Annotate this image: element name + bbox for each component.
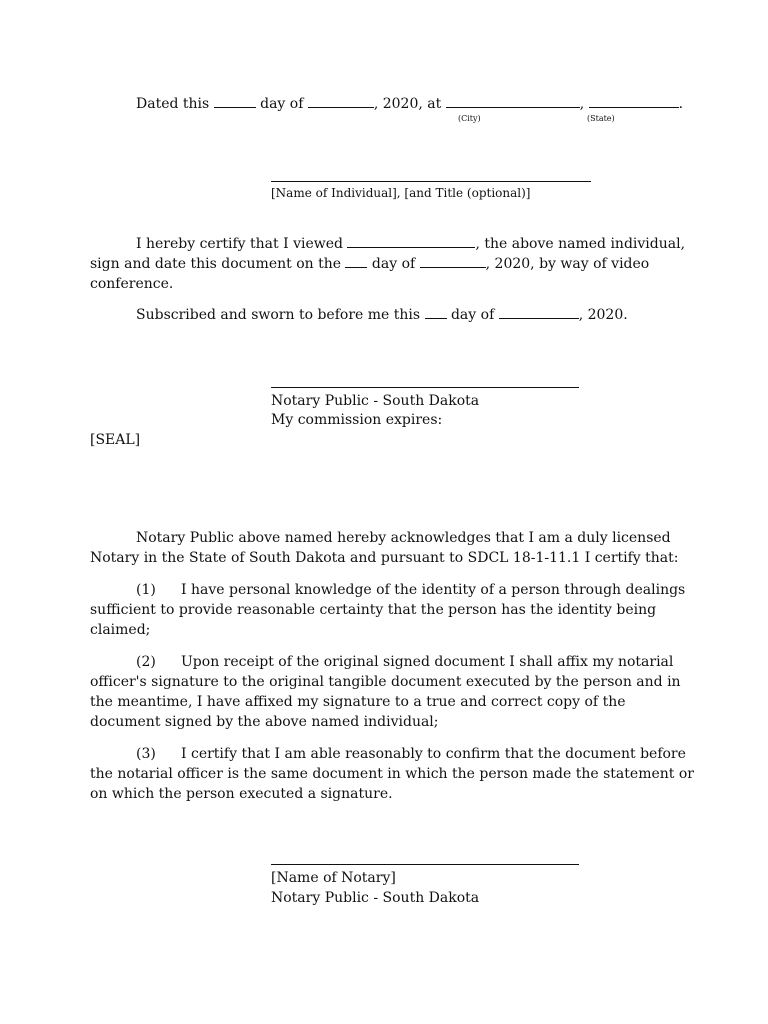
item-3-line-1: I certify that I am able reasonably to confirm that the document before xyxy=(181,746,686,762)
day-blank xyxy=(214,95,256,108)
seal-label: [SEAL] xyxy=(90,432,141,448)
sworn-line xyxy=(136,306,628,324)
notary-signature-line-2 xyxy=(271,864,579,865)
item-1-line-3: claimed; xyxy=(90,622,151,638)
notary-name: [Name of Notary] xyxy=(271,870,396,886)
viewer-name-blank xyxy=(347,235,475,248)
sworn-text-c: , 2020. xyxy=(578,307,628,323)
sworn-month-blank xyxy=(499,306,579,319)
individual-signature-line xyxy=(271,181,591,182)
item-2-line-4: document signed by the above named individual; xyxy=(90,714,439,730)
ack-line-2: Notary in the State of South Dakota and pursuant to SDCL 18-1-11.1 I certify that: xyxy=(90,550,679,566)
item-2-line-1: Upon receipt of the original signed document I shall affix my notarial xyxy=(181,654,674,670)
state-blank xyxy=(589,95,679,108)
dated-prefix: Dated this xyxy=(136,96,210,112)
sworn-text-b: day of xyxy=(450,307,495,323)
period-text: . xyxy=(678,96,684,112)
item-3-line-2: the notarial officer is the same document in which the person made the statement or xyxy=(90,766,694,782)
item-2-number: (2) xyxy=(136,654,156,670)
certify-day-blank xyxy=(345,255,367,268)
ack-line-1: Notary Public above named hereby acknowledges that I am a duly licensed xyxy=(136,530,671,546)
item-1-number: (1) xyxy=(136,582,156,598)
certify-line-1 xyxy=(136,235,685,253)
commission-expires: My commission expires: xyxy=(271,412,443,428)
certify-text-b: , the above named individual, xyxy=(475,236,686,252)
item-3-number: (3) xyxy=(136,746,156,762)
notary-title-2: Notary Public - South Dakota xyxy=(271,890,480,906)
certify-text-e: , 2020, by way of video xyxy=(485,256,650,272)
item-1-line-2: sufficient to provide reasonable certainty that the person has the identity being xyxy=(90,602,657,618)
city-blank xyxy=(446,95,580,108)
item-2-line-3: the meantime, I have affixed my signature to a true and correct copy of the xyxy=(90,694,626,710)
year-at-text: , 2020, at xyxy=(373,96,442,112)
certify-line-3: conference. xyxy=(90,276,174,292)
comma-text: , xyxy=(579,96,585,112)
certify-text-d: day of xyxy=(371,256,416,272)
individual-name-title: [Name of Individual], [and Title (optional)] xyxy=(271,186,531,200)
city-caption: (City) xyxy=(458,114,481,123)
sworn-day-blank xyxy=(425,306,447,319)
notary-title-1: Notary Public - South Dakota xyxy=(271,393,480,409)
state-caption: (State) xyxy=(587,114,615,123)
item-1-line-1: I have personal knowledge of the identity of a person through dealings xyxy=(181,582,686,598)
dated-line xyxy=(136,95,683,113)
item-3-line-3: on which the person executed a signature. xyxy=(90,786,393,802)
certify-text-a: I hereby certify that I viewed xyxy=(136,236,343,252)
certify-month-blank xyxy=(420,255,486,268)
sworn-text-a: Subscribed and sworn to before me this xyxy=(136,307,421,323)
notary-signature-line-1 xyxy=(271,387,579,388)
item-2-line-2: officer's signature to the original tangible document executed by the person and in xyxy=(90,674,681,690)
certify-line-2 xyxy=(90,255,649,273)
month-blank xyxy=(308,95,374,108)
day-of-text: day of xyxy=(260,96,304,112)
certify-text-c: sign and date this document on the xyxy=(90,256,342,272)
